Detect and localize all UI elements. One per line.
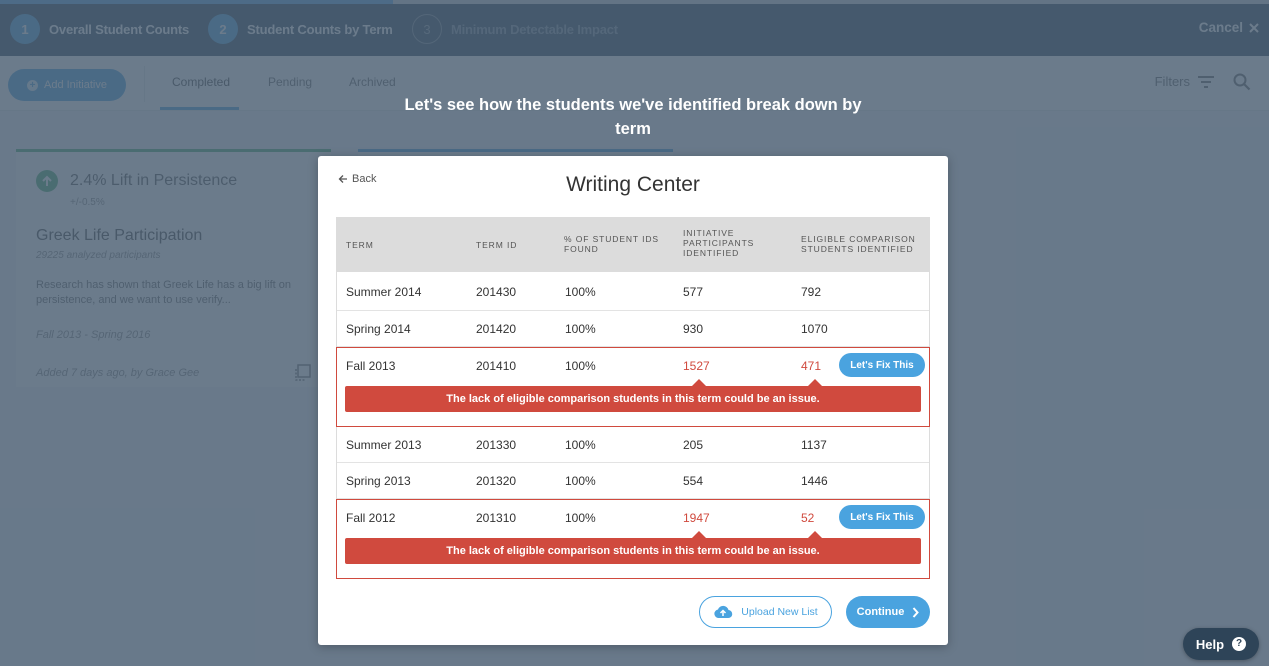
header-initiative-participants: INITIATIVE PARTICIPANTS IDENTIFIED bbox=[683, 228, 755, 258]
cell-initiative: 1527 bbox=[683, 359, 710, 373]
cell-term: Spring 2013 bbox=[346, 474, 411, 488]
cell-pct: 100% bbox=[565, 511, 596, 525]
warning-message: The lack of eligible comparison students in this term could be an issue. bbox=[345, 538, 921, 564]
modal-title: Writing Center bbox=[566, 173, 700, 196]
header-term-id: TERM ID bbox=[476, 240, 518, 250]
term-table bbox=[336, 217, 930, 579]
table-row-warning bbox=[336, 499, 930, 579]
continue-label: Continue bbox=[856, 606, 905, 618]
cell-term: Fall 2012 bbox=[346, 511, 396, 525]
header-eligible-comparison: ELIGIBLE COMPARISON STUDENTS IDENTIFIED bbox=[801, 234, 916, 254]
cell-eligible: 471 bbox=[801, 359, 822, 373]
fix-this-button[interactable]: Let's Fix This bbox=[839, 353, 925, 377]
warning-pointer bbox=[692, 531, 706, 538]
cell-term: Spring 2014 bbox=[346, 322, 411, 336]
cell-eligible: 1446 bbox=[801, 474, 828, 488]
upload-label: Upload New List bbox=[741, 606, 818, 618]
cell-initiative: 1947 bbox=[683, 511, 710, 525]
help-label: Help bbox=[1195, 636, 1225, 652]
cell-term: Summer 2013 bbox=[346, 438, 422, 452]
table-row bbox=[337, 427, 929, 463]
table-row bbox=[337, 272, 929, 311]
warning-pointer bbox=[692, 379, 706, 386]
cell-initiative: 577 bbox=[683, 285, 704, 299]
fix-this-button[interactable]: Let's Fix This bbox=[839, 505, 925, 529]
chevron-right-icon bbox=[912, 607, 919, 618]
cloud-upload-icon bbox=[713, 605, 733, 619]
cell-term: Summer 2014 bbox=[346, 285, 422, 299]
cell-pct: 100% bbox=[565, 474, 596, 488]
warning-pointer bbox=[808, 379, 822, 386]
step-prompt: Let's see how the students we've identified break down by term bbox=[404, 96, 862, 138]
cell-eligible: 1137 bbox=[801, 438, 827, 452]
cell-eligible: 792 bbox=[801, 285, 822, 299]
header-term: TERM bbox=[346, 240, 374, 250]
help-button[interactable] bbox=[1183, 628, 1259, 660]
question-icon: ? bbox=[1232, 637, 1246, 651]
cell-term-id: 201330 bbox=[476, 438, 517, 452]
cell-initiative: 205 bbox=[683, 438, 704, 452]
back-label: Back bbox=[352, 173, 377, 185]
cell-term-id: 201310 bbox=[476, 511, 517, 525]
cell-pct: 100% bbox=[565, 359, 596, 373]
cell-eligible: 1070 bbox=[801, 322, 828, 336]
continue-button[interactable] bbox=[846, 596, 930, 628]
table-row-warning bbox=[336, 347, 930, 427]
cell-term-id: 201430 bbox=[476, 285, 517, 299]
cell-term: Fall 2013 bbox=[346, 359, 396, 373]
header-pct-found: % OF STUDENT IDS FOUND bbox=[564, 234, 660, 254]
upload-new-list-button[interactable] bbox=[699, 596, 832, 628]
cell-initiative: 930 bbox=[683, 322, 704, 336]
cell-term-id: 201320 bbox=[476, 474, 517, 488]
cell-initiative: 554 bbox=[683, 474, 704, 488]
table-row bbox=[337, 311, 929, 347]
cell-pct: 100% bbox=[565, 438, 596, 452]
cell-term-id: 201420 bbox=[476, 322, 517, 336]
cell-pct: 100% bbox=[565, 322, 596, 336]
cell-pct: 100% bbox=[565, 285, 596, 299]
table-row bbox=[337, 463, 929, 499]
warning-pointer bbox=[808, 531, 822, 538]
cell-eligible: 52 bbox=[801, 511, 815, 525]
term-breakdown-modal bbox=[318, 156, 948, 645]
table-header bbox=[337, 218, 929, 272]
cell-term-id: 201410 bbox=[476, 359, 517, 373]
warning-message: The lack of eligible comparison students in this term could be an issue. bbox=[345, 386, 921, 412]
